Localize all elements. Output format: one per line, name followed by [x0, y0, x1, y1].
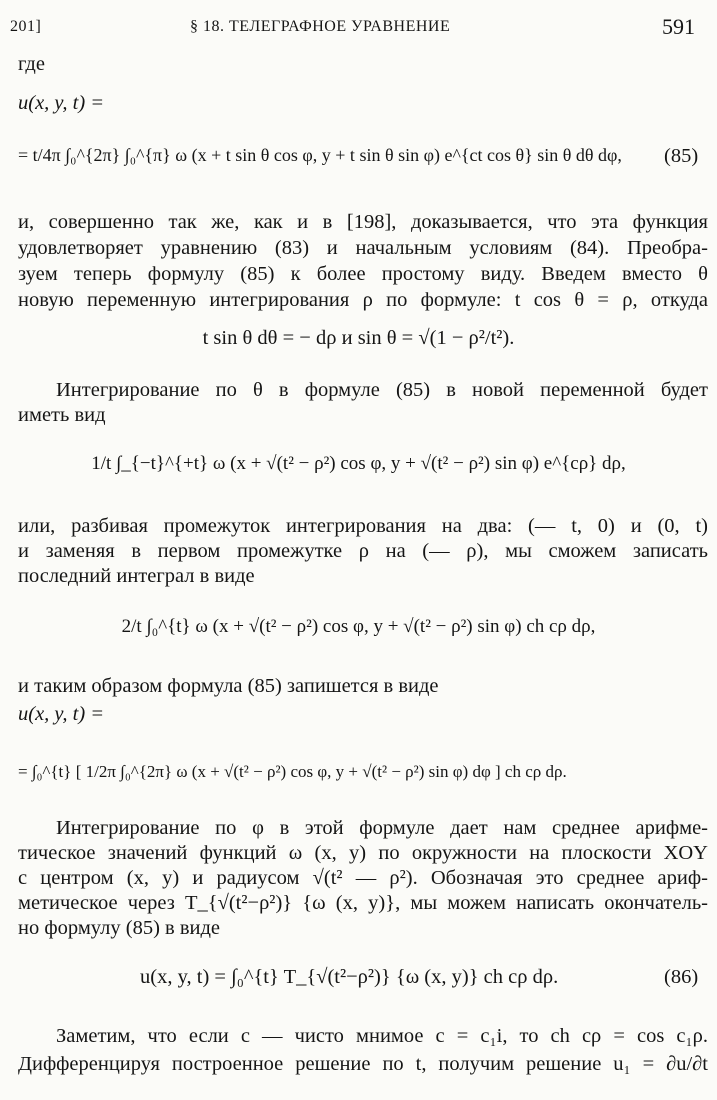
text-line: Дифференцируя построенное решение по t, получим решение u₁ = ∂u/∂t	[18, 1053, 708, 1075]
text-line: но формулу (85) в виде	[18, 917, 221, 939]
text-line: с центром (x, y) и радиусом √(t² — ρ²). Обозначая это среднее ариф-	[18, 867, 708, 889]
text-line: новую переменную интегрирования ρ по формуле: t cos θ = ρ, откуда	[18, 289, 708, 311]
text-line: Интегрирование по φ в этой формуле дает нам среднее арифме-	[56, 817, 708, 839]
equation: t sin θ dθ = − dρ и sin θ = √(1 − ρ²/t²).	[202, 327, 515, 349]
text-line: Интегрирование по θ в формуле (85) в новой переменной будет	[56, 379, 708, 401]
text-line: где	[18, 53, 45, 75]
text-line: или, разбивая промежуток интегрирования на два: (— t, 0) и (0, t)	[18, 515, 708, 537]
text-line: и, совершенно так же, как и в [198], доказывается, что эта функция	[18, 211, 708, 233]
equation-85: = t/4π ∫₀^{2π} ∫₀^{π} ω (x + t sin θ cos φ, y + t sin θ sin φ) e^{ct cos θ} sin θ dθ dφ,	[18, 145, 622, 165]
equation-line: u(x, y, t) =	[18, 92, 105, 114]
text-line: Заметим, что если c — чисто мнимое c = c₁i, то ch cρ = cos c₁ρ.	[56, 1025, 708, 1047]
text-line: тическое значений функций ω (x, y) по окружности на плоскости XOY	[18, 842, 708, 864]
text-line: последний интеграл в виде	[18, 565, 255, 587]
equation-line: u(x, y, t) =	[18, 703, 105, 725]
text-line: удовлетворяет уравнению (83) и начальным условиям (84). Преобра-	[18, 237, 708, 259]
equation-number: (85)	[664, 145, 699, 167]
running-header: § 18. ТЕЛЕГРАФНОЕ УРАВНЕНИЕ	[190, 18, 451, 35]
text-line: зуем теперь формулу (85) к более простому виду. Введем вместо θ	[18, 263, 708, 285]
equation-number: (86)	[664, 966, 699, 988]
equation: 2/t ∫₀^{t} ω (x + √(t² − ρ²) cos φ, y + √(t² − ρ²) sin φ) ch cρ dρ,	[121, 616, 596, 637]
equation: = ∫₀^{t} [ 1/2π ∫₀^{2π} ω (x + √(t² − ρ²) cos φ, y + √(t² − ρ²) sin φ) dφ ] ch cρ dρ.	[18, 762, 567, 781]
text-line: иметь вид	[18, 404, 106, 426]
equation-86: u(x, y, t) = ∫₀^{t} T_{√(t²−ρ²)} {ω (x, y)} ch cρ dρ.	[140, 966, 559, 988]
equation: 1/t ∫_{−t}^{+t} ω (x + √(t² − ρ²) cos φ, y + √(t² − ρ²) sin φ) e^{cρ} dρ,	[91, 453, 626, 474]
text-line: метическое через T_{√(t²−ρ²)} {ω (x, y)}, мы можем написать окончатель-	[18, 892, 708, 914]
page-number: 591	[662, 14, 695, 39]
text-line: и заменяя в первом промежутке ρ на (— ρ), мы сможем записать	[18, 540, 708, 562]
section-ref: 201]	[10, 18, 42, 35]
text-line: и таким образом формула (85) запишется в виде	[18, 675, 439, 697]
